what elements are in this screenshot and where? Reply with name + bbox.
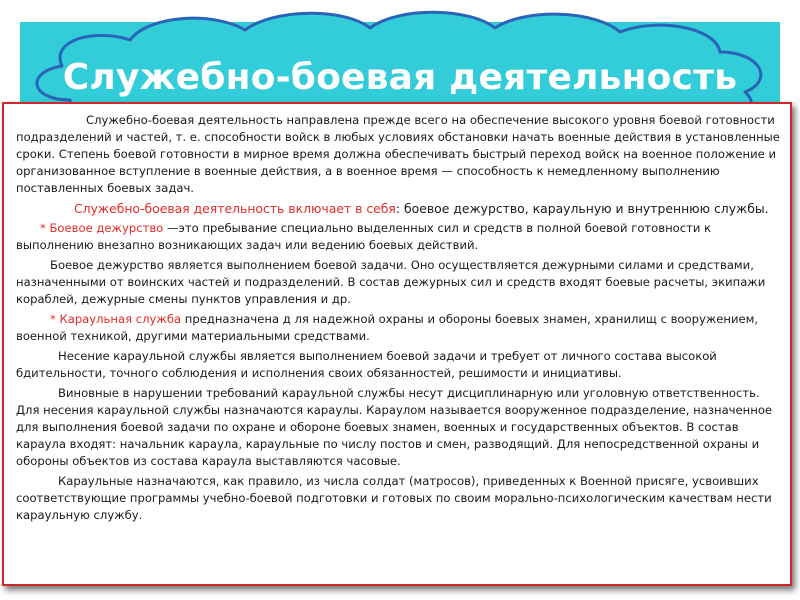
sentries-text: Караульные назначаются, как правило, из числа солдат (матросов), приведенных к Военной присяге, усвоивших соответствующие программы учебно-боевой подготовки и готовых по своим морально-психологическим качествам нести караульную службу. [16,474,772,522]
combat-duty-text: —это пребывание специально выделенных сил и средств в полной боевой готовности к выполнению внезапно возникающих задач или ведению боевых действий. [16,221,712,252]
paragraph-intro [16,112,780,197]
paragraph-includes [16,200,780,217]
combat-duty-details-text: Боевое дежурство является выполнением боевой задачи. Оно осуществляется дежурными силами и средствами, назначенными от воинских частей и подразделений. В состав дежурных сил и средств входят боевые расчеты, экипажи кораблей, дежурные смены пунктов управления и др. [16,258,766,306]
paragraph-guard-duty [16,348,780,382]
slide-title: Служебно-боевая деятельность [62,57,738,98]
guard-service-star: * [50,312,60,326]
paragraph-combat-duty [16,220,780,254]
paragraph-guard-responsibility [16,385,780,470]
paragraph-guard-service [16,311,780,345]
includes-highlight: Служебно-боевая деятельность включает в себя [74,201,396,216]
paragraph-intro-text: Служебно-боевая деятельность направлена прежде всего на обеспечение высокого уровня боевой готовности подразделений и частей, т. е. способности войск в любых условиях обстановки начать военные действия в установленные сроки. Степень боевой готовности в мирное время должна обеспечивать быстрый переход войск на военное положение и организованное вступление в военные действия, а в военное время — способность к немедленному выполнению поставленных боевых задач. [16,113,780,195]
content-box [2,102,792,586]
includes-text: : боевое дежурство, караульную и внутреннюю службы. [395,201,769,216]
guard-duty-text: Несение караульной службы является выполнением боевой задачи и требует от личного состава высокой бдительности, точного соблюдения и исполнения своих обязанностей, решимости и инициативы. [16,349,717,380]
guard-service-highlight: Караульная служба [59,312,182,326]
paragraph-combat-duty-details [16,257,780,308]
paragraph-sentries [16,473,780,524]
guard-service-text: предназначена д ля надежной охраны и обороны боевых знамен, хранилищ с вооружением, военной техникой, другими материальными средствами. [16,312,759,343]
guard-responsibility-text: Виновные в нарушении требований караульной службы несут дисциплинарную или уголовную ответственность. Для несения караульной службы назначаются караулы. Караулом называется вооруженное подразделение, назначенное для выполнения боевой задачи по охране и обороне боевых знамен, военных и государственных объектов. В состав караула входят: начальник караула, караульные по числу постов и смен, разводящий. Для непосредственной охраны и обороны объектов из состава караула выставляются часовые. [16,386,773,468]
combat-duty-highlight: * Боевое дежурство [40,221,164,235]
